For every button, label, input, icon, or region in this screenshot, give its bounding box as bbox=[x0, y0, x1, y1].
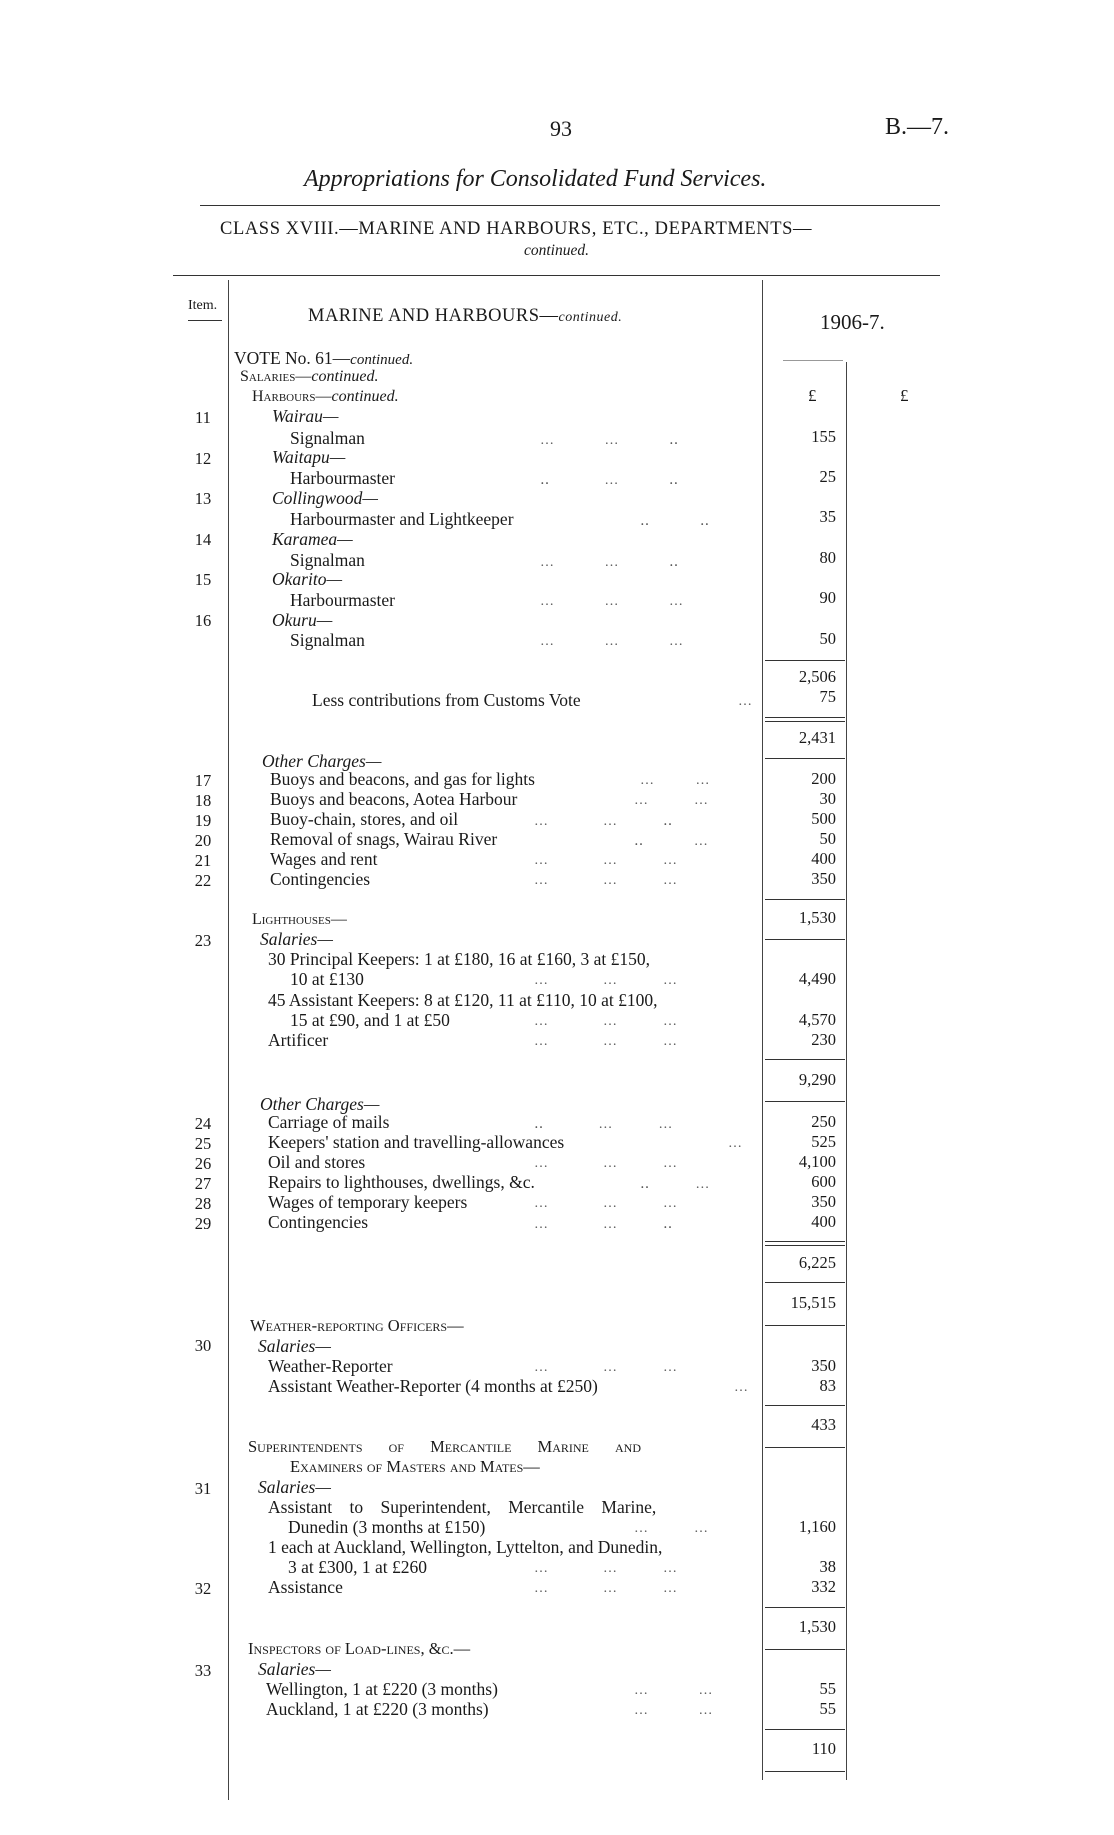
section-title bbox=[308, 306, 622, 327]
charge-amount: 500 bbox=[811, 809, 836, 828]
leader-dots: … … … bbox=[534, 1360, 678, 1375]
charge-label: Contingencies bbox=[270, 869, 371, 889]
principal-keepers-line2: 10 at £130 bbox=[290, 969, 364, 989]
other-charges-total: 6,225 bbox=[798, 1253, 836, 1272]
artificer-amount: 230 bbox=[811, 1030, 836, 1049]
subtotal-rule bbox=[765, 1059, 845, 1060]
vote-label: VOTE No. 61— bbox=[234, 348, 351, 368]
item-number: 20 bbox=[194, 831, 212, 850]
item-number: 21 bbox=[194, 851, 212, 870]
harbour-amount: 80 bbox=[819, 548, 836, 567]
subtotal-rule bbox=[765, 1607, 845, 1608]
principal-keepers-line1: 30 Principal Keepers: 1 at £180, 16 at £160, 3 at £150, bbox=[268, 949, 651, 969]
leader-dots: … … bbox=[634, 1521, 709, 1536]
item-number: 26 bbox=[194, 1154, 212, 1173]
assistant-superintendent-line2: Dunedin (3 months at £150) bbox=[288, 1517, 486, 1537]
superintendents-salaries-heading: Salaries— bbox=[258, 1477, 331, 1497]
leader-dots: … … … bbox=[534, 1156, 678, 1171]
superintendents-each-line1: 1 each at Auckland, Wellington, Lyttelton, and Dunedin, bbox=[268, 1537, 663, 1557]
leader-dots: ‥ … bbox=[634, 834, 709, 849]
salaries-label: Salaries— bbox=[240, 368, 312, 385]
section-title-text: MARINE AND HARBOURS— bbox=[308, 306, 559, 326]
leader-dots: … … … bbox=[534, 1196, 678, 1211]
subtotal-rule bbox=[765, 899, 845, 900]
item-number: 15 bbox=[194, 570, 212, 589]
amount-column-right-rule bbox=[846, 362, 847, 1780]
item-number: 24 bbox=[194, 1114, 212, 1133]
item-header-underline bbox=[188, 320, 222, 321]
item-number: 14 bbox=[194, 530, 212, 549]
charge-amount: 4,100 bbox=[798, 1152, 836, 1171]
net-rule-bottom bbox=[765, 721, 845, 722]
subtotal-underline bbox=[765, 1649, 845, 1650]
auckland-amount: 55 bbox=[819, 1699, 836, 1718]
currency-symbol-1: £ bbox=[808, 386, 817, 405]
assistant-keepers-amount: 4,570 bbox=[798, 1010, 836, 1029]
item-number: 18 bbox=[194, 791, 212, 810]
harbour-amount: 25 bbox=[819, 467, 836, 486]
leader-dots: … … … bbox=[534, 1014, 678, 1029]
weather-reporter-amount: 350 bbox=[811, 1356, 836, 1375]
lighthouses-salaries-total: 9,290 bbox=[798, 1070, 836, 1089]
charge-label: Keepers' station and travelling-allowances bbox=[268, 1132, 565, 1152]
charge-amount: 400 bbox=[811, 849, 836, 868]
section-title-continued: continued. bbox=[558, 310, 623, 325]
wellington-label: Wellington, 1 at £220 (3 months) bbox=[266, 1679, 498, 1699]
item-number: 17 bbox=[194, 771, 212, 790]
item-number: 13 bbox=[194, 489, 212, 508]
leader-dots: … … ‥ bbox=[540, 555, 680, 570]
charge-amount: 30 bbox=[819, 789, 836, 808]
wellington-amount: 55 bbox=[819, 1679, 836, 1698]
document-reference: B.—7. bbox=[885, 114, 950, 140]
leader-dots: ‥ ‥ bbox=[640, 514, 711, 529]
leader-dots: … … bbox=[634, 1703, 714, 1718]
loadlines-salaries-heading: Salaries— bbox=[258, 1659, 331, 1679]
salaries-heading bbox=[240, 368, 378, 386]
page-number: 93 bbox=[550, 116, 572, 141]
subtotal-underline bbox=[765, 1101, 845, 1102]
year-underline bbox=[783, 360, 843, 361]
superintendents-total: 1,530 bbox=[798, 1617, 836, 1636]
class-continued: continued. bbox=[524, 242, 589, 259]
leader-dots: … … … bbox=[534, 973, 678, 988]
harbours-label: Harbours— bbox=[252, 388, 332, 405]
assistant-weather-reporter-amount: 83 bbox=[819, 1376, 836, 1395]
item-number: 27 bbox=[194, 1174, 212, 1193]
leader-dots: ‥ … … bbox=[534, 1117, 674, 1132]
page-title: Appropriations for Consolidated Fund Services. bbox=[304, 166, 767, 192]
superintendents-heading-line1: Superintendents of Mercantile Marine and bbox=[248, 1437, 642, 1456]
charge-label: Buoys and beacons, and gas for lights bbox=[270, 769, 535, 789]
leader-dots: … … … bbox=[540, 634, 684, 649]
leader-dots: … … … bbox=[534, 853, 678, 868]
harbour-role: Signalman bbox=[290, 550, 365, 570]
harbour-place: Okarito— bbox=[272, 569, 342, 589]
charge-amount: 350 bbox=[811, 869, 836, 888]
harbour-place: Wairau— bbox=[272, 406, 339, 426]
item-number: 29 bbox=[194, 1214, 212, 1233]
weather-reporter-label: Weather-Reporter bbox=[268, 1356, 393, 1376]
item-number: 19 bbox=[194, 811, 212, 830]
leader-dots: … … … bbox=[534, 1581, 678, 1596]
charge-amount: 350 bbox=[811, 1192, 836, 1211]
subtotal-underline bbox=[765, 1771, 845, 1772]
harbours-heading bbox=[252, 388, 399, 406]
leader-dots: … bbox=[734, 1380, 749, 1395]
assistance-amount: 332 bbox=[811, 1577, 836, 1596]
charge-amount: 525 bbox=[811, 1132, 836, 1151]
harbour-role: Harbourmaster bbox=[290, 590, 395, 610]
charge-label: Contingencies bbox=[268, 1212, 369, 1232]
charge-label: Wages of temporary keepers bbox=[268, 1192, 468, 1212]
item-column-header: Item. bbox=[188, 298, 218, 313]
assistant-keepers-line1: 45 Assistant Keepers: 8 at £120, 11 at £110, 10 at £100, bbox=[268, 990, 658, 1010]
net-underline bbox=[765, 758, 845, 759]
item-number: 25 bbox=[194, 1134, 212, 1153]
vote-heading bbox=[234, 348, 413, 369]
leader-dots: … … … bbox=[534, 1034, 678, 1049]
assistant-keepers-line2: 15 at £90, and 1 at £50 bbox=[290, 1010, 450, 1030]
net-rule-top bbox=[765, 717, 845, 718]
subtotal-rule bbox=[765, 660, 845, 661]
assistant-superintendent-line1: Assistant to Superintendent, Mercantile Marine, bbox=[268, 1497, 657, 1517]
harbour-role: Harbourmaster and Lightkeeper bbox=[290, 509, 514, 529]
charge-label: Oil and stores bbox=[268, 1152, 366, 1172]
harbours-total: 2,506 bbox=[798, 667, 836, 686]
leader-dots: … … … bbox=[534, 873, 678, 888]
leader-dots: … … … bbox=[534, 1561, 678, 1576]
harbour-amount: 90 bbox=[819, 588, 836, 607]
leader-dots: … bbox=[738, 694, 753, 709]
leader-dots: … … … bbox=[540, 594, 684, 609]
subtotal-rule bbox=[765, 1729, 845, 1730]
weather-heading: Weather-reporting Officers— bbox=[250, 1316, 464, 1335]
loadlines-heading: Inspectors of Load-lines, &c.— bbox=[248, 1639, 471, 1658]
charge-amount: 50 bbox=[819, 829, 836, 848]
harbour-place: Okuru— bbox=[272, 610, 333, 630]
item-number: 28 bbox=[194, 1194, 212, 1213]
weather-total: 433 bbox=[811, 1415, 836, 1434]
subtotal-underline bbox=[765, 1282, 845, 1283]
other-charges-total: 1,530 bbox=[798, 908, 836, 927]
item-number: 16 bbox=[194, 611, 212, 630]
harbours-net-total: 2,431 bbox=[798, 728, 836, 747]
superintendents-heading-line2: Examiners of Masters and Mates— bbox=[290, 1457, 540, 1476]
less-contributions-label: Less contributions from Customs Vote bbox=[312, 690, 581, 710]
fiscal-year: 1906-7. bbox=[820, 310, 885, 334]
lighthouses-grand-total: 15,515 bbox=[790, 1293, 836, 1312]
currency-symbol-2: £ bbox=[900, 386, 909, 405]
leader-dots: ‥ … ‥ bbox=[540, 473, 680, 488]
assistant-weather-reporter-label: Assistant Weather-Reporter (4 months at £250) bbox=[268, 1376, 598, 1396]
charge-label: Repairs to lighthouses, dwellings, &c. bbox=[268, 1172, 535, 1192]
harbour-role: Signalman bbox=[290, 428, 365, 448]
item-number: 30 bbox=[194, 1336, 212, 1355]
harbour-place: Karamea— bbox=[272, 529, 353, 549]
lighthouses-salaries-heading: Salaries— bbox=[260, 929, 333, 949]
leader-dots: … … bbox=[634, 793, 709, 808]
weather-salaries-heading: Salaries— bbox=[258, 1336, 331, 1356]
harbours-continued: continued. bbox=[331, 388, 399, 405]
table-top-rule bbox=[173, 275, 940, 276]
harbour-place: Waitapu— bbox=[272, 447, 346, 467]
item-number: 33 bbox=[194, 1661, 212, 1680]
subtotal-rule bbox=[765, 1405, 845, 1406]
lighthouses-heading: Lighthouses— bbox=[252, 911, 347, 928]
item-number: 32 bbox=[194, 1579, 212, 1598]
salaries-continued: continued. bbox=[311, 368, 379, 385]
harbour-role: Harbourmaster bbox=[290, 468, 395, 488]
harbour-amount: 50 bbox=[819, 629, 836, 648]
item-number: 22 bbox=[194, 871, 212, 890]
charge-label: Removal of snags, Wairau River bbox=[270, 829, 498, 849]
leader-dots: … … ‥ bbox=[534, 814, 674, 829]
harbour-role: Signalman bbox=[290, 630, 365, 650]
item-number: 31 bbox=[194, 1479, 212, 1498]
subtotal-underline bbox=[765, 939, 845, 940]
class-heading: CLASS XVIII.—MARINE AND HARBOURS, ETC., DEPARTMENTS— bbox=[220, 219, 813, 239]
principal-keepers-amount: 4,490 bbox=[798, 969, 836, 988]
other-charges-heading: Other Charges— bbox=[262, 751, 382, 771]
artificer-label: Artificer bbox=[268, 1030, 329, 1050]
harbour-place: Collingwood— bbox=[272, 488, 378, 508]
loadlines-total: 110 bbox=[811, 1739, 836, 1758]
item-number: 11 bbox=[195, 408, 211, 427]
assistant-superintendent-amount: 1,160 bbox=[798, 1517, 836, 1536]
less-contributions-amount: 75 bbox=[819, 687, 836, 706]
charge-label: Buoys and beacons, Aotea Harbour bbox=[270, 789, 518, 809]
subtotal-rule-top bbox=[765, 1241, 845, 1242]
leader-dots: … … bbox=[640, 773, 711, 788]
other-charges-heading: Other Charges— bbox=[260, 1094, 380, 1114]
superintendents-each-amount: 38 bbox=[819, 1557, 836, 1576]
vote-continued: continued. bbox=[350, 352, 414, 368]
charge-amount: 400 bbox=[811, 1212, 836, 1231]
charge-amount: 200 bbox=[811, 769, 836, 788]
charge-label: Buoy-chain, stores, and oil bbox=[270, 809, 459, 829]
leader-dots: ‥ … bbox=[640, 1177, 711, 1192]
leader-dots: … bbox=[728, 1136, 743, 1151]
leader-dots: … … ‥ bbox=[534, 1217, 674, 1232]
harbour-amount: 35 bbox=[819, 507, 836, 526]
harbour-amount: 155 bbox=[811, 427, 836, 446]
charge-label: Carriage of mails bbox=[268, 1112, 390, 1132]
title-rule bbox=[200, 205, 940, 206]
subtotal-rule-bottom bbox=[765, 1245, 845, 1246]
item-number: 12 bbox=[194, 449, 212, 468]
subtotal-underline bbox=[765, 1447, 845, 1448]
grand-total-underline bbox=[765, 1325, 845, 1326]
charge-amount: 600 bbox=[811, 1172, 836, 1191]
superintendents-each-line2: 3 at £300, 1 at £260 bbox=[288, 1557, 428, 1577]
assistance-label: Assistance bbox=[268, 1577, 343, 1597]
charge-label: Wages and rent bbox=[270, 849, 378, 869]
auckland-label: Auckland, 1 at £220 (3 months) bbox=[266, 1699, 489, 1719]
leader-dots: … … ‥ bbox=[540, 433, 680, 448]
charge-amount: 250 bbox=[811, 1112, 836, 1131]
item-number: 23 bbox=[194, 931, 212, 950]
leader-dots: … … bbox=[634, 1683, 714, 1698]
